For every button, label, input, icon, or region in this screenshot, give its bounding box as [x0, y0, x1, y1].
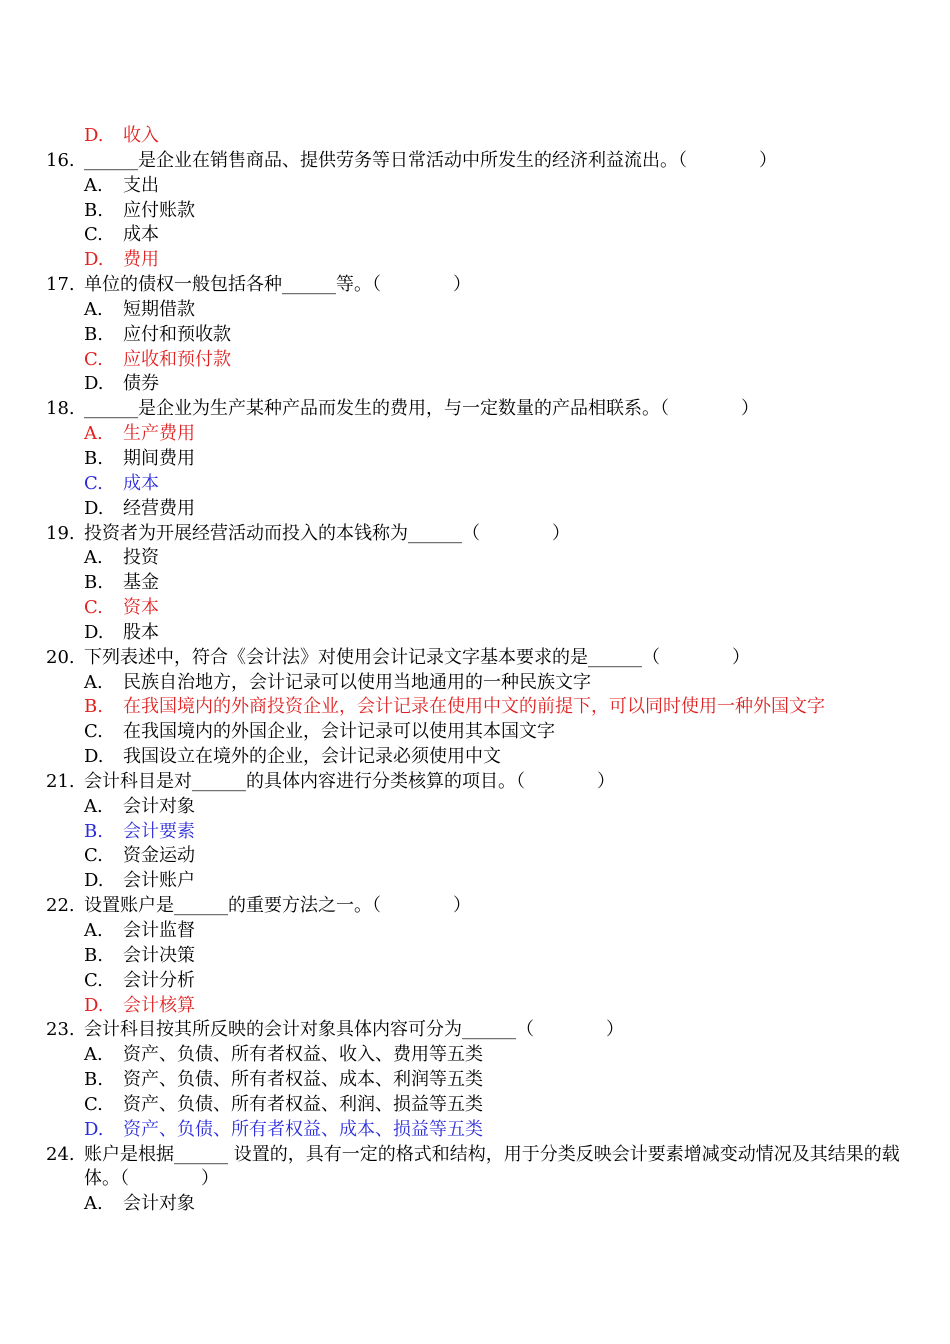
option-letter: D.: [84, 621, 104, 643]
option-letter: C.: [84, 597, 103, 619]
option-line: [0, 1093, 950, 1118]
question-text: 设置账户是______的重要方法之一。（ ）: [84, 895, 471, 917]
option-text: 资产、负债、所有者权益、成本、利润等五类: [123, 1069, 483, 1091]
option-text: 会计决策: [123, 944, 195, 966]
option-line: [0, 223, 950, 248]
option-letter: B.: [84, 572, 103, 594]
question-line: [0, 149, 950, 174]
option-text: 费用: [123, 249, 159, 271]
option-letter: A.: [84, 671, 103, 693]
option-letter: A.: [84, 298, 103, 320]
option-text: 经营费用: [123, 497, 195, 519]
option-line: [0, 472, 950, 497]
option-line: [0, 422, 950, 447]
option-letter: D.: [84, 249, 104, 271]
option-letter: A.: [84, 920, 103, 941]
option-line: [0, 447, 950, 472]
option-letter: A.: [84, 795, 103, 817]
option-letter: B.: [84, 447, 103, 469]
option-letter: B.: [84, 199, 103, 221]
option-text: 会计分析: [123, 969, 195, 991]
option-line: [0, 844, 950, 869]
question-text: 下列表述中，符合《会计法》对使用会计记录文字基本要求的是______（ ）: [84, 646, 750, 668]
option-text: 期间费用: [123, 447, 195, 469]
option-text: 收入: [123, 125, 159, 146]
option-text: 会计对象: [123, 795, 195, 817]
option-letter: A.: [84, 547, 103, 569]
question-text: 会计科目按其所反映的会计对象具体内容可分为______（ ）: [84, 1019, 624, 1041]
option-text: 会计核算: [123, 994, 195, 1016]
option-line: [0, 695, 950, 720]
option-text: 资金运动: [123, 845, 195, 867]
question-text: 账户是根据______ 设置的，具有一定的格式和结构，用于分类反映会计要素增减变动情况及其结果的载体。（ ）: [84, 1143, 900, 1190]
option-line: [0, 124, 950, 149]
option-line: [0, 1043, 950, 1068]
option-letter: C.: [84, 969, 103, 991]
option-letter: A.: [84, 1044, 103, 1066]
option-line: [0, 174, 950, 199]
question-number: 20.: [46, 646, 75, 668]
option-letter: D.: [84, 870, 104, 892]
option-line: [0, 372, 950, 397]
option-line: [0, 348, 950, 373]
option-line: [0, 1068, 950, 1093]
option-line: [0, 571, 950, 596]
option-text: 应收和预付款: [123, 348, 231, 370]
question-line: [0, 273, 950, 298]
option-text: 会计监督: [123, 920, 195, 941]
question-number: 17.: [46, 274, 75, 296]
option-text: 成本: [123, 472, 159, 494]
question-text: 投资者为开展经营活动而投入的本钱称为______（ ）: [84, 522, 570, 544]
question-text: ______是企业在销售商品、提供劳务等日常活动中所发生的经济利益流出。（ ）: [84, 149, 777, 171]
option-line: [0, 994, 950, 1019]
option-letter: C.: [84, 845, 103, 867]
option-line: [0, 720, 950, 745]
option-text: 资产、负债、所有者权益、成本、损益等五类: [123, 1118, 483, 1140]
option-line: [0, 621, 950, 646]
option-line: [0, 745, 950, 770]
option-text: 短期借款: [123, 298, 195, 320]
option-text: 生产费用: [123, 423, 195, 445]
option-text: 投资: [123, 547, 159, 569]
question-line: [0, 1143, 950, 1193]
option-text: 在我国境内的外国企业，会计记录可以使用其本国文字: [123, 721, 555, 743]
option-letter: B.: [84, 820, 103, 842]
option-line: [0, 944, 950, 969]
question-text: 会计科目是对______的具体内容进行分类核算的项目。（ ）: [84, 770, 615, 792]
question-number: 22.: [46, 895, 75, 917]
option-text: 应付和预收款: [123, 323, 231, 345]
question-number: 21.: [46, 770, 75, 792]
question-line: [0, 397, 950, 422]
question-line: [0, 1018, 950, 1043]
question-line: [0, 770, 950, 795]
option-line: [0, 1118, 950, 1143]
question-number: 16.: [46, 149, 75, 171]
option-letter: C.: [84, 348, 103, 370]
option-text: 资本: [123, 597, 159, 619]
option-letter: A.: [84, 423, 103, 445]
option-letter: D.: [84, 125, 104, 146]
document-body: [0, 124, 950, 1217]
option-line: [0, 671, 950, 696]
option-text: 应付账款: [123, 199, 195, 221]
option-text: 民族自治地方，会计记录可以使用当地通用的一种民族文字: [123, 671, 591, 693]
option-letter: D.: [84, 373, 104, 395]
option-text: 基金: [123, 572, 159, 594]
option-line: [0, 199, 950, 224]
option-text: 会计对象: [123, 1193, 195, 1215]
option-line: [0, 298, 950, 323]
question-number: 18.: [46, 398, 75, 420]
option-line: [0, 497, 950, 522]
question-text: ______是企业为生产某种产品而发生的费用，与一定数量的产品相联系。（ ）: [84, 398, 759, 420]
option-text: 成本: [123, 224, 159, 246]
option-letter: D.: [84, 746, 104, 768]
option-line: [0, 869, 950, 894]
option-letter: B.: [84, 944, 103, 966]
option-text: 资产、负债、所有者权益、收入、费用等五类: [123, 1044, 483, 1066]
option-line: [0, 546, 950, 571]
question-number: 19.: [46, 522, 75, 544]
option-letter: B.: [84, 696, 103, 718]
option-line: [0, 323, 950, 348]
option-text: 会计账户: [123, 870, 195, 892]
option-text: 债券: [123, 373, 159, 395]
option-letter: C.: [84, 472, 103, 494]
option-line: [0, 820, 950, 845]
option-line: [0, 795, 950, 820]
question-line: [0, 646, 950, 671]
option-letter: A.: [84, 1193, 103, 1215]
question-line: [0, 894, 950, 919]
option-letter: C.: [84, 1093, 103, 1115]
question-text: 单位的债权一般包括各种______等。（ ）: [84, 274, 471, 296]
question-number: 23.: [46, 1019, 75, 1041]
option-text: 我国设立在境外的企业，会计记录必须使用中文: [123, 746, 501, 768]
option-line: [0, 919, 950, 944]
option-text: 资产、负债、所有者权益、利润、损益等五类: [123, 1093, 483, 1115]
option-letter: A.: [84, 174, 103, 196]
option-letter: C.: [84, 224, 103, 246]
option-text: 在我国境内的外商投资企业，会计记录在使用中文的前提下，可以同时使用一种外国文字: [123, 696, 825, 718]
option-text: 股本: [123, 621, 159, 643]
option-line: [0, 1192, 950, 1217]
question-number: 24.: [46, 1143, 75, 1165]
option-text: 支出: [123, 174, 159, 196]
option-letter: D.: [84, 994, 104, 1016]
option-letter: D.: [84, 497, 104, 519]
option-letter: B.: [84, 323, 103, 345]
option-letter: B.: [84, 1069, 103, 1091]
option-line: [0, 969, 950, 994]
question-line: [0, 522, 950, 547]
option-text: 会计要素: [123, 820, 195, 842]
option-line: [0, 596, 950, 621]
option-line: [0, 248, 950, 273]
option-letter: C.: [84, 721, 103, 743]
option-letter: D.: [84, 1118, 104, 1140]
